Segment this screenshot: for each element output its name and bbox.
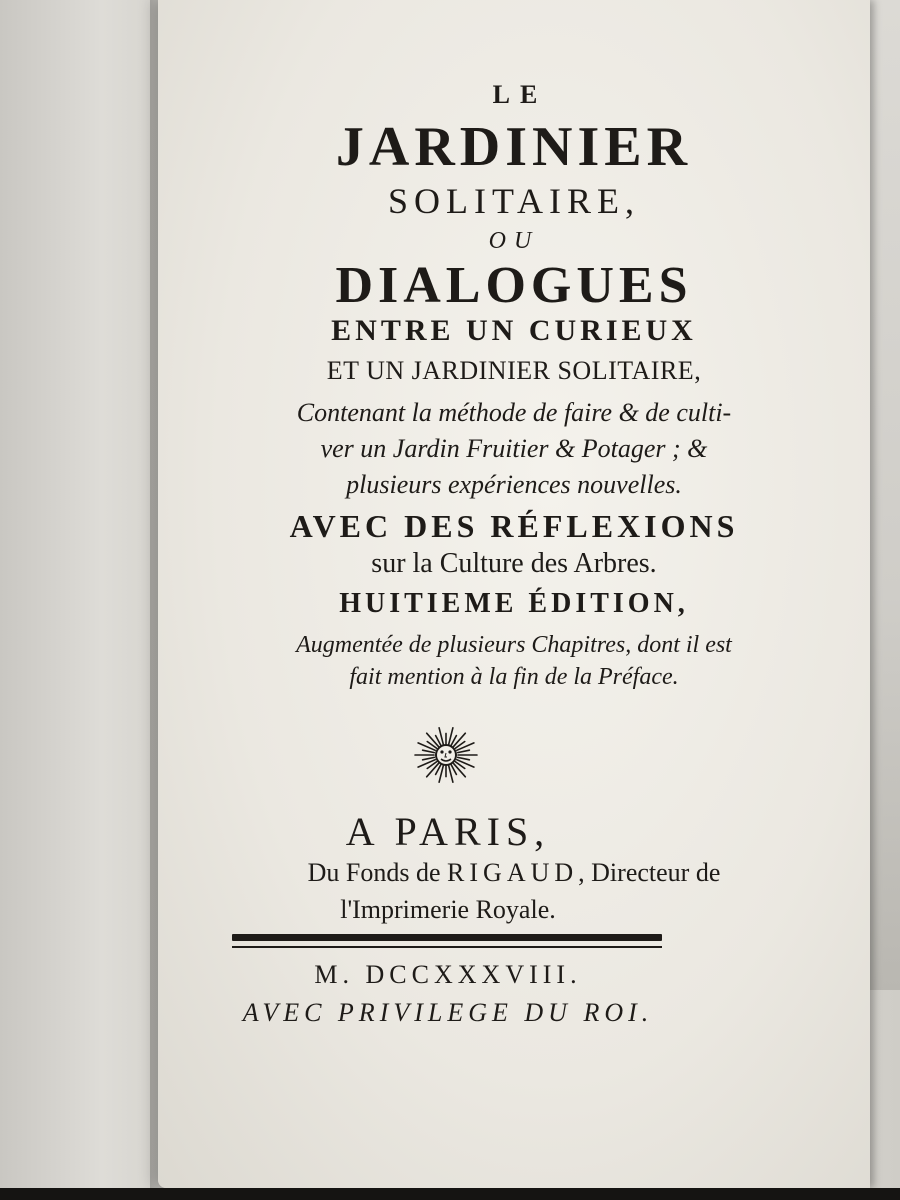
ornament-ray <box>418 760 435 767</box>
title-jardinier: JARDINIER <box>335 116 693 178</box>
edition-statement: HUITIEME ÉDITION, <box>339 588 689 619</box>
publisher-prefix: Du Fonds de <box>307 858 441 887</box>
publisher-suffix: , Directeur de <box>578 858 721 887</box>
imprint-city: A PARIS, <box>345 809 551 854</box>
publisher-name: RIGAUD <box>447 858 579 887</box>
ornament-ray <box>458 757 470 759</box>
title-dialogues: DIALOGUES <box>335 257 693 314</box>
publication-year: M. DCCXXXVIII. <box>314 960 582 989</box>
description-line-1: Contenant la méthode de faire & de culti- <box>296 398 732 427</box>
ornament-ray <box>423 750 435 752</box>
augmentee-line-2: fait mention à la fin de la Préface. <box>349 664 679 690</box>
imprint-publisher <box>158 858 870 888</box>
ornament-ray <box>457 743 474 750</box>
sur-la-culture: sur la Culture des Arbres. <box>371 548 657 579</box>
title-le: LE <box>492 80 548 109</box>
double-rule-thin <box>232 946 662 948</box>
ornament-ray <box>457 760 474 767</box>
sun-face-ornament-icon <box>410 722 482 788</box>
ornament-ray <box>423 757 435 759</box>
subtitle-et-un: ET UN JARDINIER SOLITAIRE, <box>326 356 702 385</box>
ornament-ray <box>418 743 435 750</box>
title-solitaire: SOLITAIRE, <box>387 181 641 221</box>
avec-reflexions: AVEC DES RÉFLEXIONS <box>289 508 739 544</box>
augmentee-line-1: Augmentée de plusieurs Chapitres, dont il est <box>296 632 732 658</box>
imprint-imprimerie: l'Imprimerie Royale. <box>340 895 556 924</box>
ornament-ray <box>458 750 470 752</box>
title-ou: OU <box>488 228 540 254</box>
double-rule-thick <box>232 934 662 941</box>
privilege-line: AVEC PRIVILEGE DU ROI. <box>242 998 654 1027</box>
description-line-3: plusieurs expériences nouvelles. <box>346 470 682 499</box>
table-edge <box>0 1188 900 1200</box>
subtitle-entre: ENTRE UN CURIEUX <box>331 314 697 347</box>
description-line-2: ver un Jardin Fruitier & Potager ; & <box>320 434 708 463</box>
